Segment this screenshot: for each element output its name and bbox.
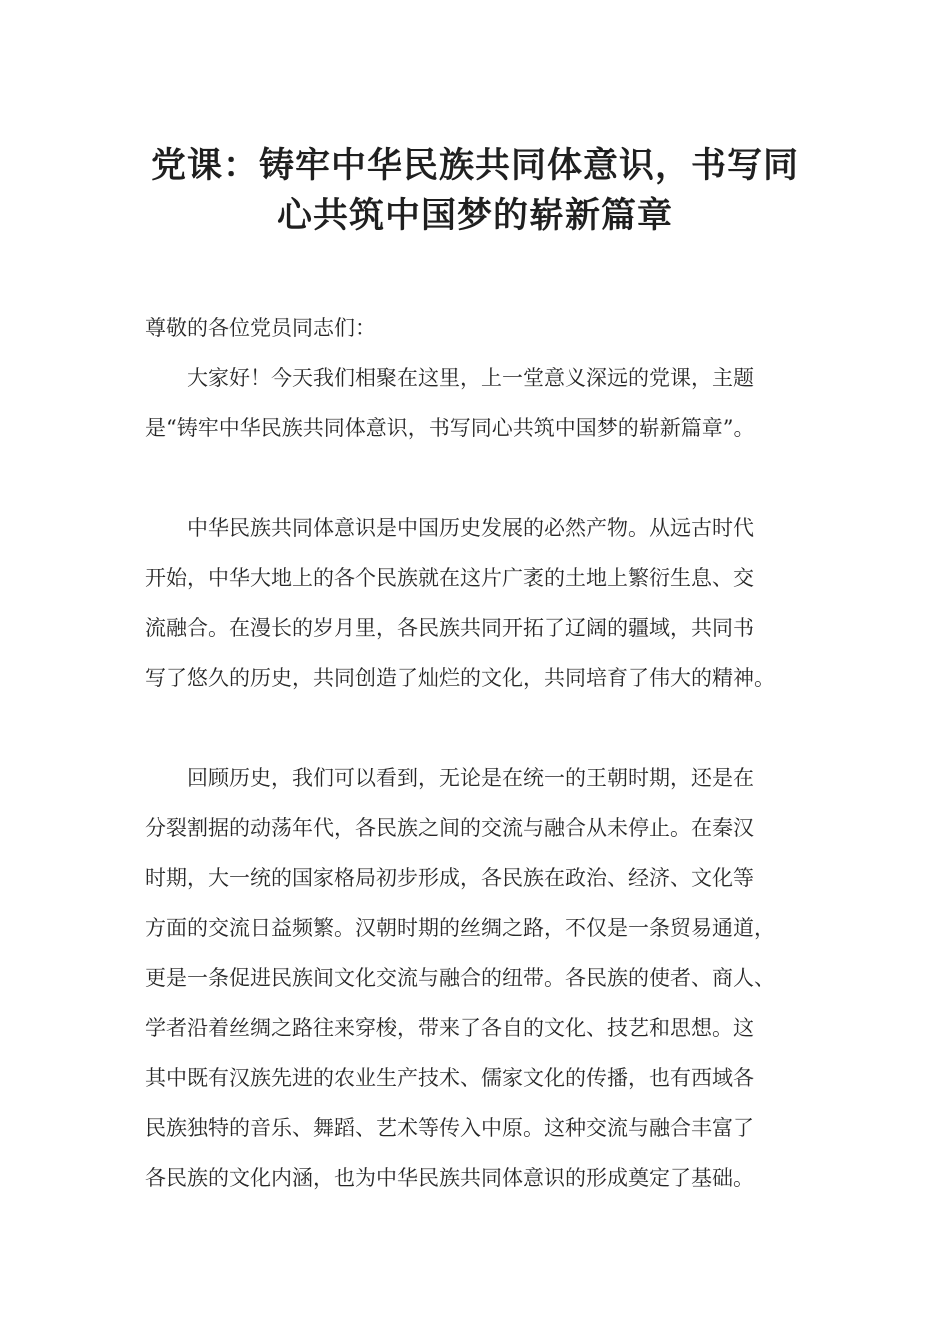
paragraph-line: 各民族的文化内涵，也为中华民族共同体意识的形成奠定了基础。 <box>145 1166 754 1190</box>
paragraph-line: 民族独特的音乐、舞蹈、艺术等传入中原。这种交流与融合丰富了 <box>145 1116 754 1140</box>
paragraph-2 <box>145 503 825 703</box>
paragraph-line: 开始，中华大地上的各个民族就在这片广袤的土地上繁衍生息、交 <box>145 566 754 590</box>
paragraph-line: 大家好！今天我们相聚在这里，上一堂意义深远的党课，主题 <box>145 366 754 390</box>
paragraph-line: 分裂割据的动荡年代，各民族之间的交流与融合从未停止。在秦汉 <box>145 816 754 840</box>
title-line-2: 心共筑中国梦的崭新篇章 <box>276 195 673 236</box>
paragraph-line: 方面的交流日益频繁。汉朝时期的丝绸之路，不仅是一条贸易通道， <box>145 916 775 940</box>
paragraph-line: 更是一条促进民族间文化交流与融合的纽带。各民族的使者、商人、 <box>145 966 775 990</box>
paragraph-line: 流融合。在漫长的岁月里，各民族共同开拓了辽阔的疆域，共同书 <box>145 616 754 640</box>
paragraph-line: 学者沿着丝绸之路往来穿梭，带来了各自的文化、技艺和思想。这 <box>145 1016 754 1040</box>
paragraph-1 <box>145 353 825 453</box>
paragraph-line: 时期，大一统的国家格局初步形成，各民族在政治、经济、文化等 <box>145 866 754 890</box>
paragraph-line: 其中既有汉族先进的农业生产技术、儒家文化的传播，也有西域各 <box>145 1066 754 1090</box>
paragraph-line: 是“铸牢中华民族共同体意识，书写同心共筑中国梦的崭新篇章”。 <box>145 416 755 440</box>
paragraph-line: 回顾历史，我们可以看到，无论是在统一的王朝时期，还是在 <box>145 766 754 790</box>
document-title <box>145 140 805 240</box>
greeting <box>145 303 825 353</box>
paragraph-3 <box>145 753 825 1203</box>
title-line-1: 党课：铸牢中华民族共同体意识，书写同 <box>150 145 799 186</box>
paragraph-line: 中华民族共同体意识是中国历史发展的必然产物。从远古时代 <box>145 516 754 540</box>
greeting-line: 尊敬的各位党员同志们： <box>145 316 376 340</box>
paragraph-line: 写了悠久的历史，共同创造了灿烂的文化，共同培育了伟大的精神。 <box>145 666 775 690</box>
